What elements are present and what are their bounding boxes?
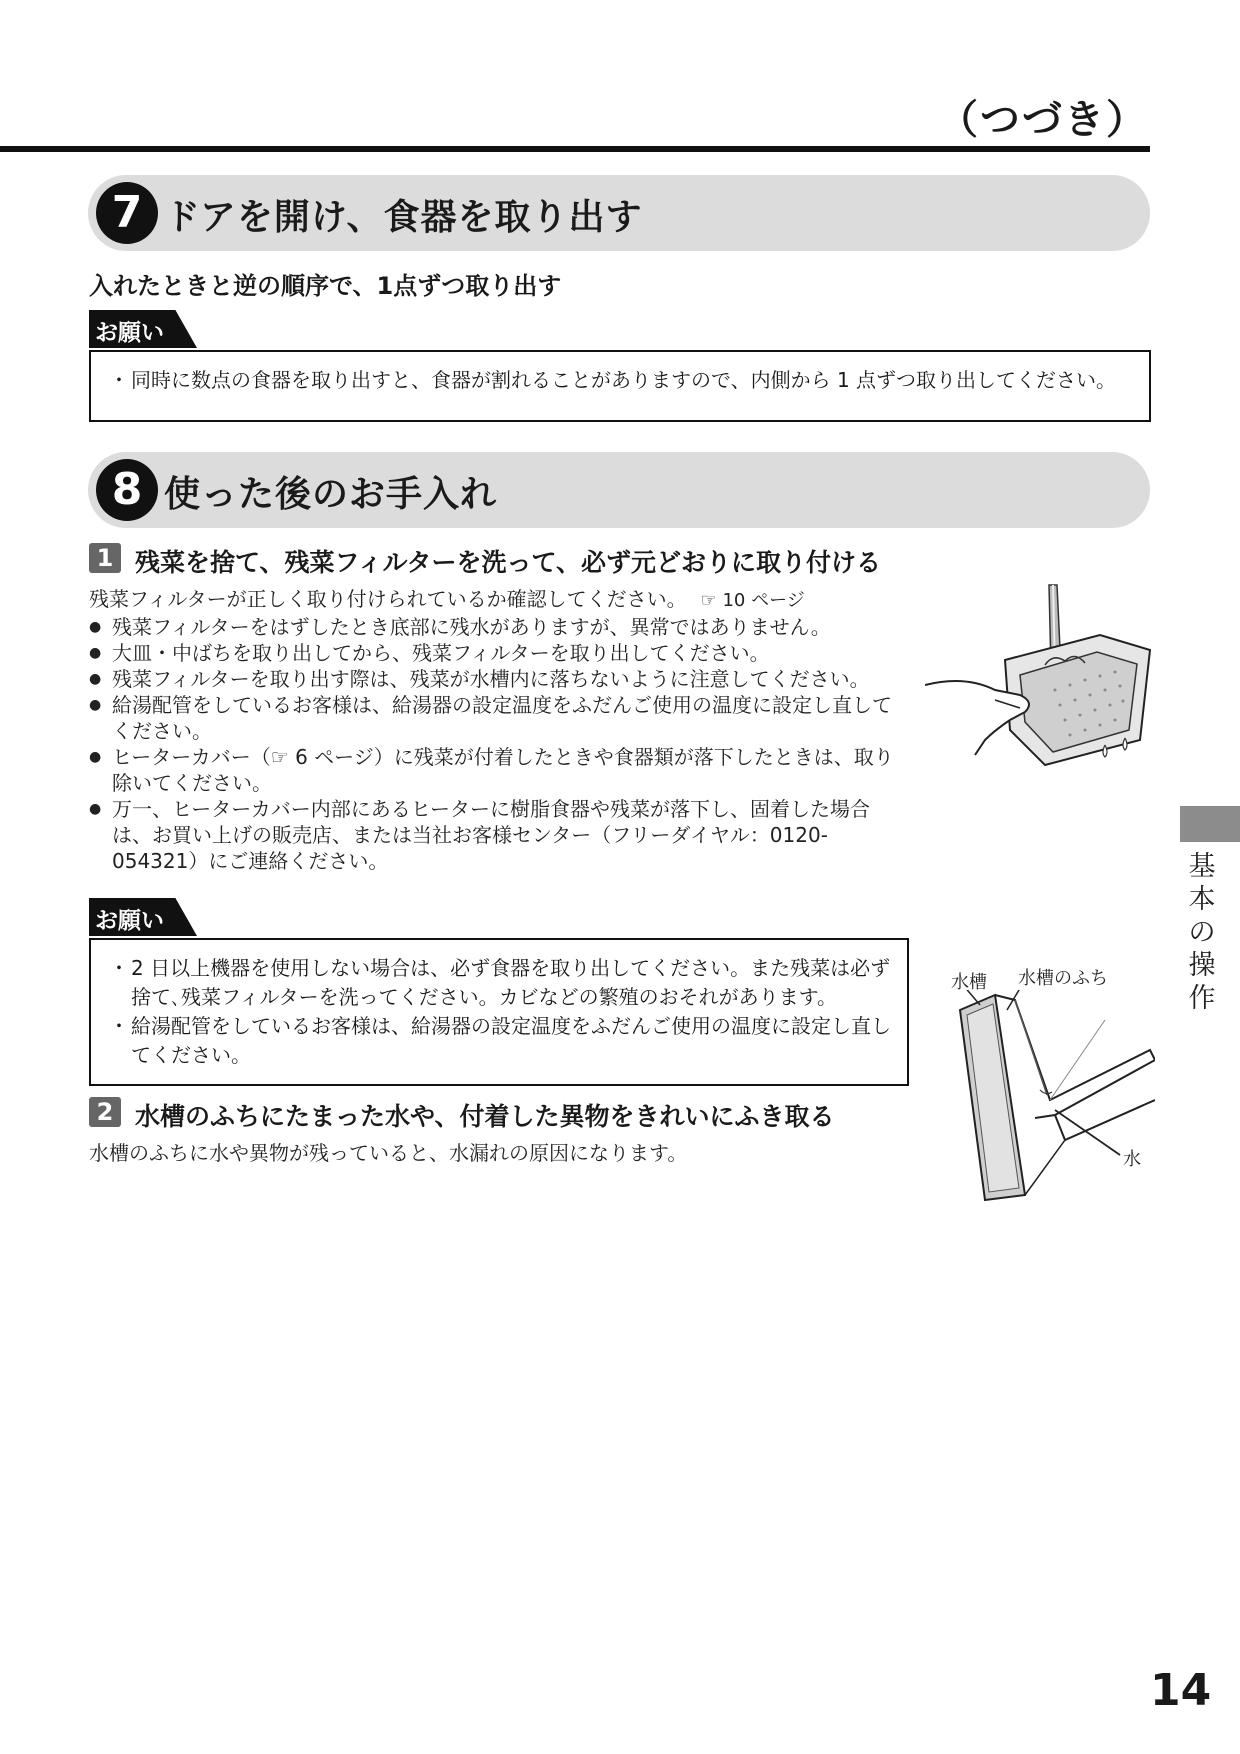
step-1-intro: 残菜フィルターが正しく取り付けられているか確認してください。 ☞ 10 ページ — [89, 587, 805, 611]
top-rule — [0, 146, 1150, 152]
section-8-note-2: ・ 給湯配管をしているお客様は、給湯器の設定温度をふだんご使用の温度に設定し直してください。 — [109, 1012, 891, 1070]
step-1-bullets — [89, 614, 904, 874]
step-1-title: 残菜を捨て、残菜フィルターを洗って、必ず元どおりに取り付ける — [135, 548, 882, 577]
section-8-onegai-label: お願い — [89, 898, 197, 936]
list-item: ● 万一、ヒーターカバー内部にあるヒーターに樹脂食器や残菜が落下し、固着した場合は、お買い上げの販売店、または当社お客様センター（フリーダイヤル：0120-054321）にご連絡ください。 — [89, 796, 904, 874]
list-item: ● 残菜フィルターを取り出す際は、残菜が水槽内に落ちないように注意してください。 — [89, 666, 904, 692]
section-7-note: ・ 同時に数点の食器を取り出すと、食器が割れることがありますので、内側から 1 点ずつ取り出してください。 — [109, 366, 1133, 395]
tank-rim-illustration — [955, 990, 1155, 1205]
list-item: ● 残菜フィルターをはずしたとき底部に残水がありますが、異常ではありません。 — [89, 614, 904, 640]
list-item: ● 給湯配管をしているお客様は、給湯器の設定温度をふだんご使用の温度に設定し直してください。 — [89, 692, 904, 744]
side-tab — [1180, 806, 1240, 842]
side-tab-label: 基 本 の 操 作 — [1188, 851, 1216, 1014]
section-7-header — [88, 175, 1150, 251]
filter-washing-illustration — [925, 580, 1155, 770]
water-label: 水 — [1123, 1149, 1141, 1170]
section-8-title: 使った後のお手入れ — [164, 474, 498, 515]
tank-label: 水槽 — [951, 972, 987, 993]
section-7-title: ドアを開け、食器を取り出す — [164, 197, 643, 238]
step-2-box: 2 — [89, 1097, 121, 1127]
page-ref: ☞ 10 ページ — [700, 590, 805, 611]
list-item: ● 大皿・中ばちを取り出してから、残菜フィルターを取り出してください。 — [89, 640, 904, 666]
step-2-title: 水槽のふちにたまった水や、付着した異物をきれいにふき取る — [135, 1102, 835, 1131]
page-number: 14 — [1150, 1665, 1212, 1716]
section-8-number: 8 — [96, 459, 158, 521]
section-8-note-box — [89, 938, 909, 1086]
section-7-onegai-label: お願い — [89, 310, 197, 348]
list-item: ● ヒーターカバー（☞ 6 ページ）に残菜が付着したときや食器類が落下したときは、取り除いてください。 — [89, 744, 904, 796]
section-8-note-1: ・ 2 日以上機器を使用しない場合は、必ず食器を取り出してください。また残菜は必ず捨て､残菜フィルターを洗ってください。カビなどの繁殖のおそれがあります。 — [109, 954, 891, 1012]
section-8-header — [88, 452, 1150, 528]
section-7-number: 7 — [96, 182, 158, 244]
section-7-subhead: 入れたときと逆の順序で、1点ずつ取り出す — [89, 272, 562, 300]
step-1-box: 1 — [89, 543, 121, 573]
tank-rim-label: 水槽のふち — [1018, 968, 1108, 989]
section-7-note-box — [89, 350, 1151, 422]
continued-label: （つづき） — [938, 97, 1148, 143]
step-2-text: 水槽のふちに水や異物が残っていると、水漏れの原因になります。 — [89, 1141, 688, 1165]
